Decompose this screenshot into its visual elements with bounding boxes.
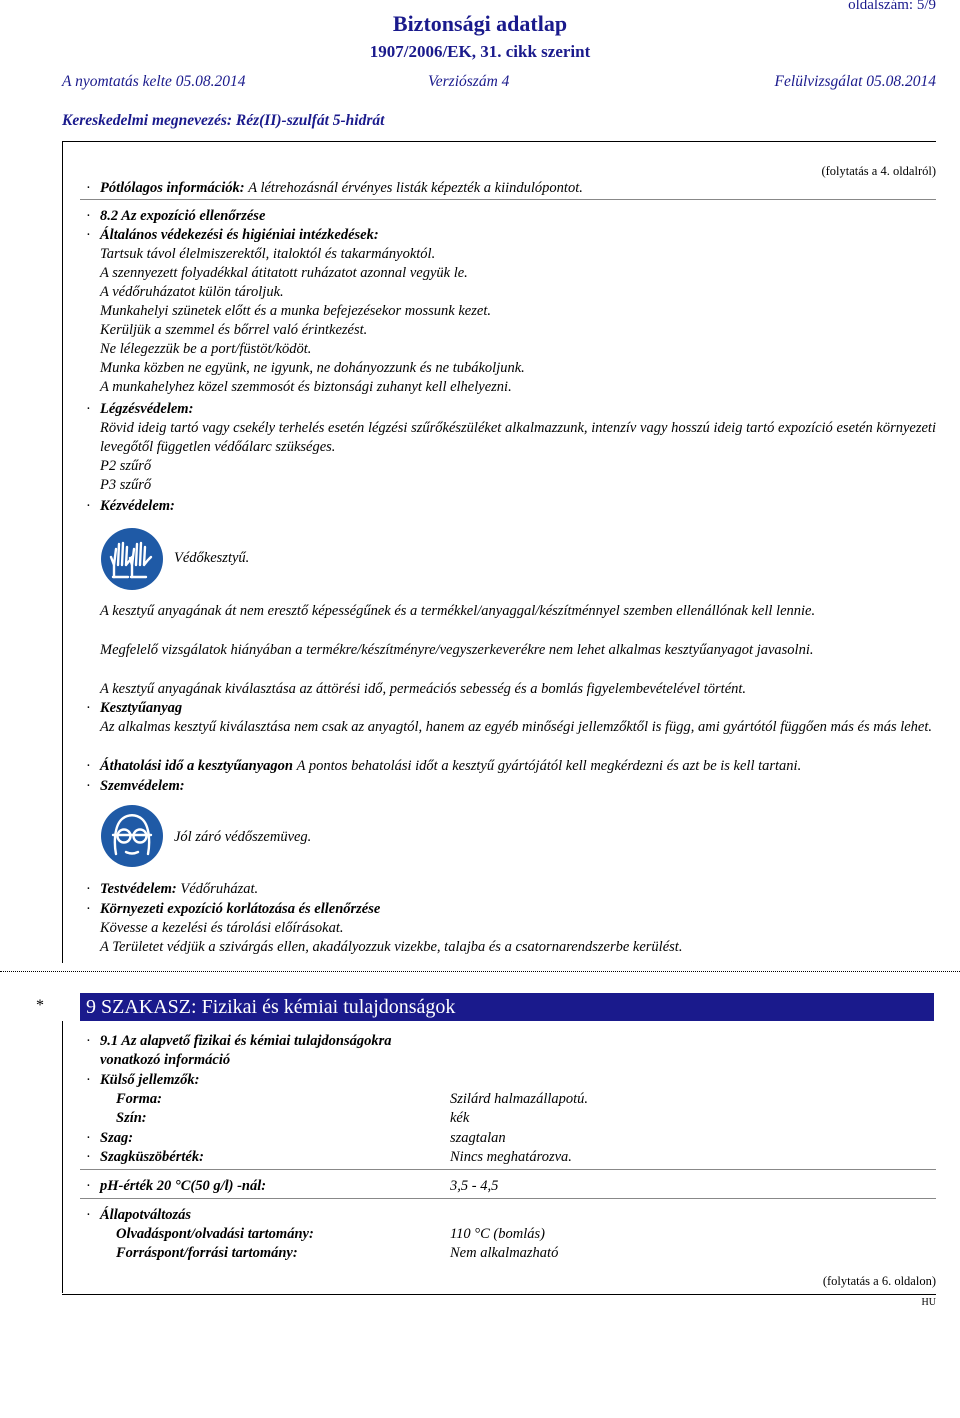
section-break-line xyxy=(0,971,960,972)
gloves-caption: Védőkesztyű. xyxy=(174,550,250,566)
footer-divider xyxy=(62,1294,936,1295)
general-measure-item: Kerüljük a szemmel és bőrrel való érintkezést. xyxy=(100,322,368,338)
hand-text-3: A kesztyű anyagának kiválasztása az áttörési idő, permeációs sebesség és a bomlás figyelembevételével történt. xyxy=(100,681,747,697)
general-measure-item: Munka közben ne együnk, ne igyunk, ne dohányozzunk és ne tubákoljunk. xyxy=(100,360,525,376)
revision-date: Felülvizsgálat 05.08.2014 xyxy=(774,73,936,90)
continued-from-note: (folytatás a 4. oldalról) xyxy=(821,164,936,178)
general-measure-item: Ne lélegezzük be a port/füstöt/ködöt. xyxy=(100,341,312,357)
ph-value: 3,5 - 4,5 xyxy=(450,1178,499,1194)
odor-value: szagtalan xyxy=(450,1130,506,1146)
general-measure-item: A munkahelyhez közel szemmosót és biztonsági zuhanyt kell elhelyezni. xyxy=(100,379,512,395)
body-protection-text: Védőruházat. xyxy=(180,881,259,897)
additional-info xyxy=(100,179,583,198)
gloves-icon xyxy=(100,527,164,591)
version-number: Verziószám 4 xyxy=(428,73,510,90)
appearance-label: Külső jellemzők: xyxy=(100,1072,200,1088)
section9-title: 9 SZAKASZ: Fizikai és kémiai tulajdonságok xyxy=(86,996,456,1018)
hand-text-1: A kesztyű anyagának át nem eresztő képességűnek és a termékkel/anyaggal/készítménnyel szemben ellenállónak kell lennie. xyxy=(100,603,816,619)
heading-9-1-line2: vonatkozó információ xyxy=(100,1052,231,1068)
goggles-icon xyxy=(100,804,164,868)
penetration-text: A pontos behatolási időt a kesztyű gyártójától kell megkérdezni és azt be is kell tartani. xyxy=(296,758,802,774)
additional-info-text: A létrehozásnál érvényes listák képezték a kiindulópontot. xyxy=(248,180,583,196)
state-change-label: Állapotváltozás xyxy=(100,1207,192,1223)
glove-material-label: Kesztyűanyag xyxy=(100,700,183,716)
eye-protection-label: Szemvédelem: xyxy=(100,778,185,794)
glove-material-text: Az alkalmas kesztyű kiválasztása nem csak az anyagtól, hanem az egyéb minőségi jellemzőktől is függ, ami gyártótól függően más és más lehet. xyxy=(100,719,933,735)
subsection-divider xyxy=(80,1198,936,1199)
body-protection xyxy=(100,880,258,899)
print-date: A nyomtatás kelte 05.08.2014 xyxy=(62,73,246,90)
respiratory-text: Rövid ideig tartó vagy csekély terhelés esetén légzési szűrőkészüléket alkalmazzunk, intenzív vagy hosszú ideig tartó expozíció esetén környezeti levegőtől független védőálarc szükséges. xyxy=(100,420,936,455)
section8-left-rule xyxy=(62,141,63,963)
form-value: Szilárd halmazállapotú. xyxy=(450,1091,589,1107)
form-label: Forma: xyxy=(116,1091,162,1107)
document-subtitle: 1907/2006/EK, 31. cikk szerint xyxy=(369,42,591,61)
country-code: HU xyxy=(921,1297,936,1308)
subsection-divider xyxy=(80,199,936,200)
additional-info-label: Pótlólagos információk: xyxy=(100,180,245,196)
heading-9-1-line1: 9.1 Az alapvető fizikai és kémiai tulajdonságokra xyxy=(100,1033,392,1049)
boiling-value: Nem alkalmazható xyxy=(450,1245,559,1261)
env-exposure-text-2: A Területet védjük a szivárgás ellen, akadályozzuk vizekbe, talajba és a csatornarendszerbe kerülést. xyxy=(100,939,683,955)
body-protection-label: Testvédelem: xyxy=(100,881,177,897)
ph-label: pH-érték 20 °C(50 g/l) -nál: xyxy=(100,1178,267,1194)
general-measure-item: A szennyezett folyadékkal átitatott ruházatot azonnal vegyük le. xyxy=(100,265,468,281)
continued-on-note: (folytatás a 6. oldalon) xyxy=(822,1274,936,1288)
page-number: oldalszám: 5/9 xyxy=(848,0,936,13)
hand-text-2: Megfelelő vizsgálatok hiányában a termékre/készítményre/vegyszerkeverékre nem lehet alkalmas kesztyűanyagot javasolni. xyxy=(100,642,814,658)
color-label: Szín: xyxy=(116,1110,147,1126)
hand-protection-label: Kézvédelem: xyxy=(100,498,175,514)
general-measure-item: Munkahelyi szünetek előtt és a munka befejezésekor mossunk kezet. xyxy=(100,303,491,319)
section9-left-rule xyxy=(62,1021,63,1293)
heading-8-2: 8.2 Az expozíció ellenőrzése xyxy=(100,208,266,224)
document-title: Biztonsági adatlap xyxy=(392,11,568,36)
melting-value: 110 °C (bomlás) xyxy=(450,1226,545,1242)
respiratory-label: Légzésvédelem: xyxy=(100,401,194,417)
env-exposure-label: Környezeti expozíció korlátozása és ellenőrzése xyxy=(100,901,381,917)
general-measure-item: A védőruházatot külön tároljuk. xyxy=(100,284,284,300)
penetration-time xyxy=(100,757,801,776)
penetration-label: Áthatolási idő a kesztyűanyagon xyxy=(100,758,293,774)
melting-label: Olvadáspont/olvadási tartomány: xyxy=(116,1226,314,1242)
filter-p3: P3 szűrő xyxy=(100,477,152,493)
trade-name: Kereskedelmi megnevezés: Réz(II)-szulfát 5-hidrát xyxy=(62,112,385,129)
section9-title-bar xyxy=(80,993,934,1021)
color-value: kék xyxy=(450,1110,470,1126)
boiling-label: Forráspont/forrási tartomány: xyxy=(116,1245,298,1261)
goggles-caption: Jól záró védőszemüveg. xyxy=(174,829,312,845)
filter-p2: P2 szűrő xyxy=(100,458,152,474)
general-measure-item: Tartsuk távol élelmiszerektől, italoktól és takarmányoktól. xyxy=(100,246,436,262)
odor-threshold-value: Nincs meghatározva. xyxy=(450,1149,572,1165)
env-exposure-text-1: Kövesse a kezelési és tárolási előírásokat. xyxy=(100,920,344,936)
header-divider xyxy=(62,141,936,142)
odor-label: Szag: xyxy=(100,1130,134,1146)
odor-threshold-label: Szagküszöbérték: xyxy=(100,1149,204,1165)
change-marker: * xyxy=(36,997,44,1014)
general-measures-label: Általános védekezési és higiéniai intézkedések: xyxy=(100,227,379,243)
subsection-divider xyxy=(80,1169,936,1170)
